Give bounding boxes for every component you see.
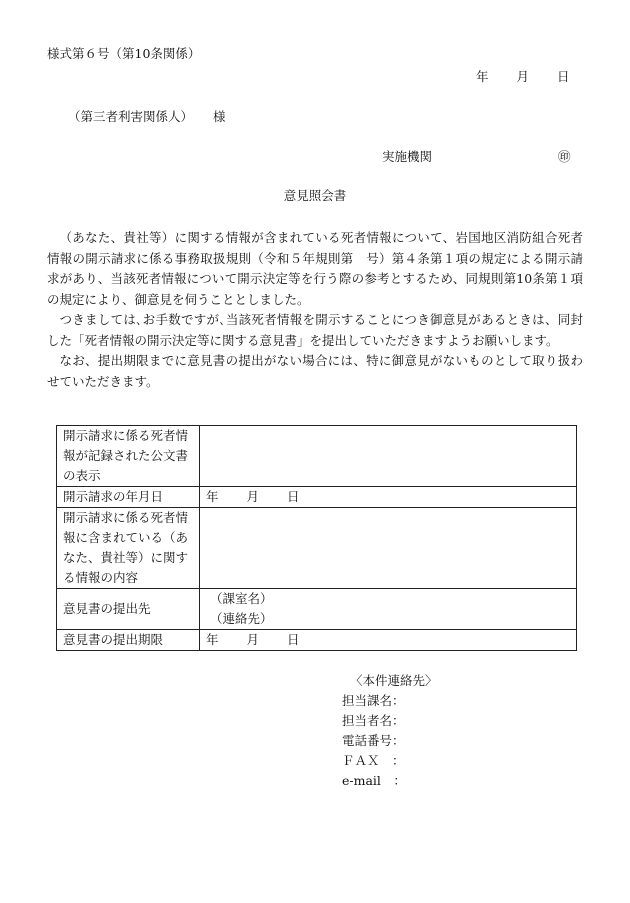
contact-email: e-mail ：	[342, 773, 406, 788]
deadline-day: 日	[287, 632, 300, 647]
contact-block	[342, 671, 438, 791]
contact-phone: 電話番号：	[342, 733, 405, 748]
row-label-submit-to: 意見書の提出先	[57, 589, 200, 630]
contact-person: 担当者名：	[342, 713, 405, 728]
value-info-content[interactable]	[200, 508, 577, 589]
date-line	[476, 69, 570, 85]
deadline-year: 年	[206, 632, 219, 647]
row-label-document: 開示請求に係る死者情報が記録された公文書の表示	[57, 426, 200, 487]
paragraph-3: なお、提出期限までに意見書の提出がない場合には、特に御意見がないものとして取り扱わせていただきます。	[47, 353, 583, 389]
value-request-date[interactable]	[200, 487, 577, 508]
submit-contact: （連絡先）	[210, 611, 273, 626]
value-submit-to[interactable]	[200, 589, 577, 630]
paragraph-1: （あなた、貴社等）に関する情報が含まれている死者情報について、岩国地区消防組合死者情報の開示請求に係る事務取扱規則（令和５年規則第 号）第４条第１項の規定による開示請求があり、当該死者情報について開示決定等を行う際の参考とするため、同規則第10条第１項の規定により、御意見を伺うこととしました。	[47, 230, 583, 307]
table-row	[57, 426, 577, 487]
submit-dept: （課室名）	[210, 591, 273, 606]
sender-label: 実施機関	[382, 149, 433, 164]
value-deadline[interactable]	[200, 630, 577, 651]
paragraph-2: つきましては､お手数ですが､当該死者情報を開示することにつき御意見があるときは、同封した「死者情報の開示決定等に関する意見書」を提出していただきますようお願いします。	[47, 312, 583, 348]
body-text	[47, 228, 583, 392]
recipient-name: （第三者利害関係人）	[68, 109, 194, 124]
contact-dept: 担当課名：	[342, 693, 405, 708]
recipient-honorific: 様	[213, 109, 226, 124]
request-year: 年	[206, 489, 219, 504]
date-month: 月	[516, 69, 530, 84]
row-label-request-date: 開示請求の年月日	[57, 487, 200, 508]
row-label-info-content: 開示請求に係る死者情報に含まれている（あなた、貴社等）に関する情報の内容	[57, 508, 200, 589]
date-year: 年	[476, 69, 489, 84]
table-row	[57, 630, 577, 651]
table-row	[57, 487, 577, 508]
recipient	[68, 109, 226, 125]
contact-heading: 〈本件連絡先〉	[350, 673, 438, 688]
info-table	[56, 425, 577, 651]
row-label-deadline: 意見書の提出期限	[57, 630, 200, 651]
deadline-month: 月	[246, 632, 260, 647]
request-day: 日	[287, 489, 300, 504]
table-row	[57, 508, 577, 589]
sender	[382, 149, 571, 165]
contact-fax: ＦＡＸ ：	[342, 753, 405, 768]
date-day: 日	[557, 69, 570, 84]
table-row	[57, 589, 577, 630]
seal-mark: ㊞	[558, 149, 571, 164]
value-document[interactable]	[200, 426, 577, 487]
form-number: 様式第６号（第10条関係）	[47, 46, 201, 61]
request-month: 月	[246, 489, 260, 504]
document-title: 意見照会書	[283, 188, 347, 203]
